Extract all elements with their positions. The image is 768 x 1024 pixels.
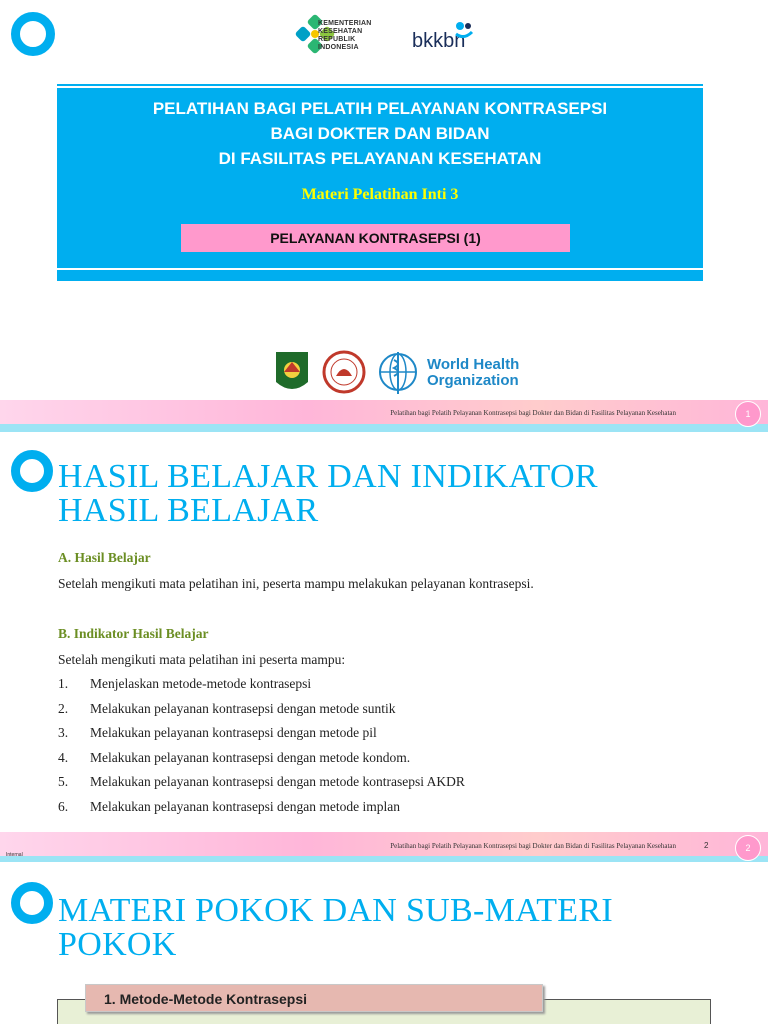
slide-subtitle: Materi Pelatihan Inti 3 <box>301 186 459 203</box>
slide-heading: HASIL BELAJAR DAN INDIKATOR HASIL BELAJAR <box>58 458 598 529</box>
slide-title: PELATIHAN BAGI PELATIH PELAYANAN KONTRASEPSI BAGI DOKTER DAN BIDAN DI FASILITAS PELAYANAN KESEHATAN <box>152 99 608 168</box>
page-number-badge: 1 <box>735 401 761 427</box>
page-number-badge: 2 <box>735 835 761 861</box>
who-emblem-icon <box>374 350 422 396</box>
who-logo-text: World Health Organization <box>427 356 520 389</box>
list-item: 5. Melakukan pelayanan kontrasepsi dengan metode kontrasepsi AKDR <box>58 774 465 789</box>
bkkbn-mark-icon <box>454 20 474 40</box>
materi-item-1: 1. Metode-Metode Kontrasepsi <box>85 984 543 1012</box>
slide-3 <box>0 862 768 1024</box>
partner-emblem-icon <box>274 350 310 396</box>
midwife-association-icon <box>322 350 366 394</box>
list-item: 4. Melakukan pelayanan kontrasepsi dengan metode kondom. <box>58 749 411 765</box>
slide-2 <box>0 432 768 862</box>
small-page-number: 2 <box>704 841 709 850</box>
list-item: 2. Melakukan pelayanan kontrasepsi dengan metode suntik <box>58 700 396 716</box>
footer-text: Pelatihan bagi Pelatih Pelayanan Kontrasepsi bagi Dokter dan Bidan di Fasilitas Pelayanan Kesehatan <box>390 842 676 850</box>
section-a-text: Setelah mengikuti mata pelatihan ini, peserta mampu melakukan pelayanan kontrasepsi. <box>58 576 534 591</box>
list-item: 3. Melakukan pelayanan kontrasepsi dengan metode pil <box>58 725 377 740</box>
footer-text: Pelatihan bagi Pelatih Pelayanan Kontrasepsi bagi Dokter dan Bidan di Fasilitas Pelayanan Kesehatan <box>390 409 676 417</box>
ring-icon <box>11 12 55 56</box>
divider <box>57 268 703 270</box>
ring-icon <box>11 882 53 924</box>
footer-stripe <box>0 424 768 432</box>
list-item: 6. Melakukan pelayanan kontrasepsi dengan metode implan <box>58 798 401 814</box>
internal-label: Internal <box>6 852 23 858</box>
topic-label: PELAYANAN KONTRASEPSI (1) <box>181 224 570 252</box>
list-item: 1. Menjelaskan metode-metode kontrasepsi <box>58 676 312 691</box>
bkkbn-logo-text: bkkbn <box>412 30 466 52</box>
slide-1 <box>0 0 768 432</box>
divider <box>57 86 703 88</box>
ring-icon <box>11 450 53 492</box>
slide-heading: MATERI POKOK DAN SUB-MATERI POKOK <box>58 892 613 963</box>
section-a-label: A. Hasil Belajar <box>58 550 151 565</box>
section-b-intro: Setelah mengikuti mata pelatihan ini peserta mampu: <box>58 652 346 667</box>
indicator-list <box>58 676 465 823</box>
ministry-logo-text: KEMENTERIAN KESEHATAN REPUBLIK INDONESIA <box>318 20 372 51</box>
section-b-label: B. Indikator Hasil Belajar <box>58 626 209 641</box>
